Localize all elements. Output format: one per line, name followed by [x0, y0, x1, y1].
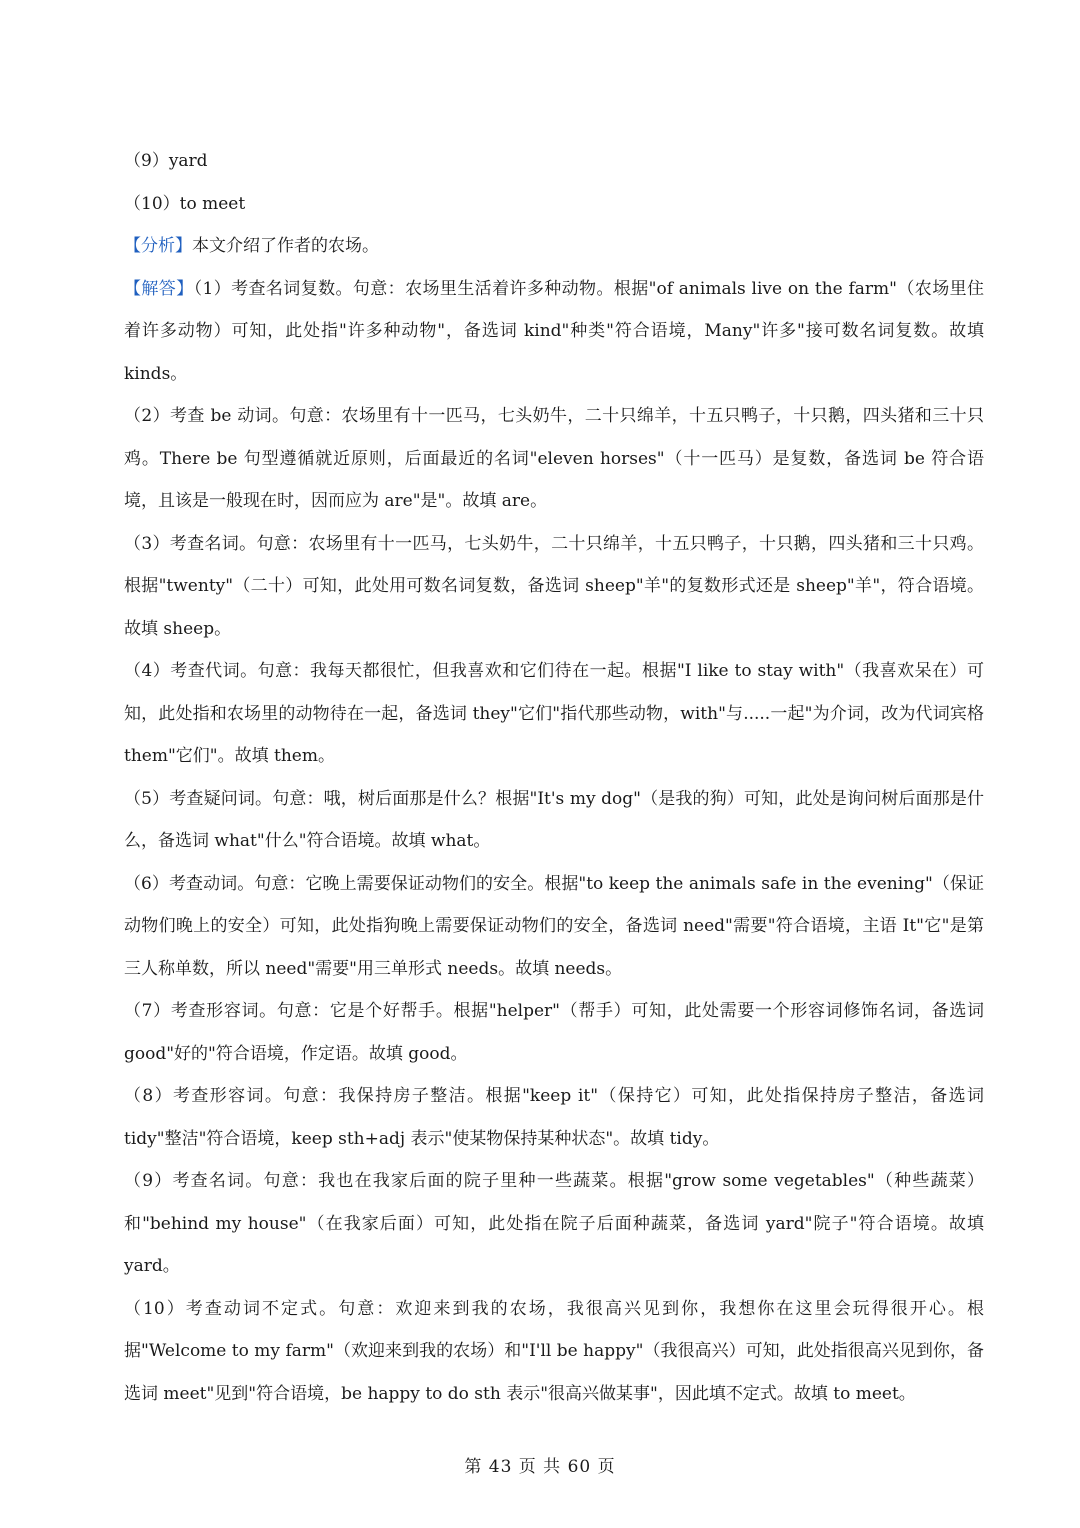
- analysis-tag: 【分析】: [124, 236, 192, 256]
- solution-item-10: （10）考查动词不定式。句意：欢迎来到我的农场，我很高兴见到你，我想你在这里会玩得很开心。根据"Welcome to my farm"（欢迎来到我的农场）和"I'll be happy"（我很高兴）可知，此处指很高兴见到你，备选词 meet"见到"符合语境，be happy to do sth 表示"很高兴做某事"，因此填不定式。故填 to meet。: [124, 1298, 984, 1404]
- solution-item-5: （5）考查疑问词。句意：哦，树后面那是什么？根据"It's my dog"（是我的狗）可知，此处是询问树后面那是什么，备选词 what"什么"符合语境。故填 what。: [124, 788, 984, 851]
- solution-item-9: （9）考查名词。句意：我也在我家后面的院子里种一些蔬菜。根据"grow some vegetables"（种些蔬菜）和"behind my house"（在我家后面）可知，此处指在院子后面种蔬菜，备选词 yard"院子"符合语境。故填 yard。: [124, 1171, 984, 1276]
- answer-9: （9）yard: [124, 151, 208, 171]
- analysis-text: 本文介绍了作者的农场。: [192, 236, 379, 256]
- page-number-footer: 第 43 页 共 60 页: [464, 1457, 616, 1477]
- solution-item-2: （2）考查 be 动词。句意：农场里有十一匹马，七头奶牛，二十只绵羊，十五只鸭子，十只鹅，四头猪和三十只鸡。There be 句型遵循就近原则，后面最近的名词"eleven horses"（十一匹马）是复数，备选词 be 符合语境，且该是一般现在时，因而应为 are"是"。故填 are。: [124, 406, 984, 511]
- answer-explanation-content: [124, 140, 984, 1415]
- solution-item-7: （7）考查形容词。句意：它是个好帮手。根据"helper"（帮手）可知，此处需要一个形容词修饰名词，备选词 good"好的"符合语境，作定语。故填 good。: [124, 1001, 984, 1064]
- solution-item-8: （8）考查形容词。句意：我保持房子整洁。根据"keep it"（保持它）可知，此处指保持房子整洁，备选词 tidy"整洁"符合语境，keep sth+adj 表示"使某物保持某种状态"。故填 tidy。: [124, 1086, 984, 1149]
- solution-item-4: （4）考查代词。句意：我每天都很忙，但我喜欢和它们待在一起。根据"I like to stay with"（我喜欢呆在）可知，此处指和农场里的动物待在一起，备选词 they"它们"指代那些动物，with"与.....一起"为介词，改为代词宾格 them"它们"。故填 them。: [124, 661, 984, 766]
- solution-item-3: （3）考查名词。句意：农场里有十一匹马，七头奶牛，二十只绵羊，十五只鸭子，十只鹅，四头猪和三十只鸡。根据"twenty"（二十）可知，此处用可数名词复数，备选词 sheep"羊"的复数形式还是 sheep"羊"，符合语境。故填 sheep。: [124, 533, 984, 639]
- solution-item-6: （6）考查动词。句意：它晚上需要保证动物们的安全。根据"to keep the animals safe in the evening"（保证动物们晚上的安全）可知，此处指狗晚上需要保证动物们的安全，备选词 need"需要"符合语境，主语 It"它"是第三人称单数，所以 need"需要"用三单形式 needs。故填 needs。: [124, 873, 984, 979]
- analysis-paragraph: [124, 225, 984, 268]
- solution-item-1: [124, 268, 984, 396]
- solution-tag: 【解答】: [124, 278, 194, 299]
- solution-item-1-text: （1）考查名词复数。句意：农场里生活着许多种动物。根据"of animals live on the farm"（农场里住着许多动物）可知，此处指"许多种动物"，备选词 kind"种类"符合语境，Many"许多"接可数名词复数。故填 kinds。: [124, 278, 984, 384]
- answer-10: （10）to meet: [124, 193, 246, 214]
